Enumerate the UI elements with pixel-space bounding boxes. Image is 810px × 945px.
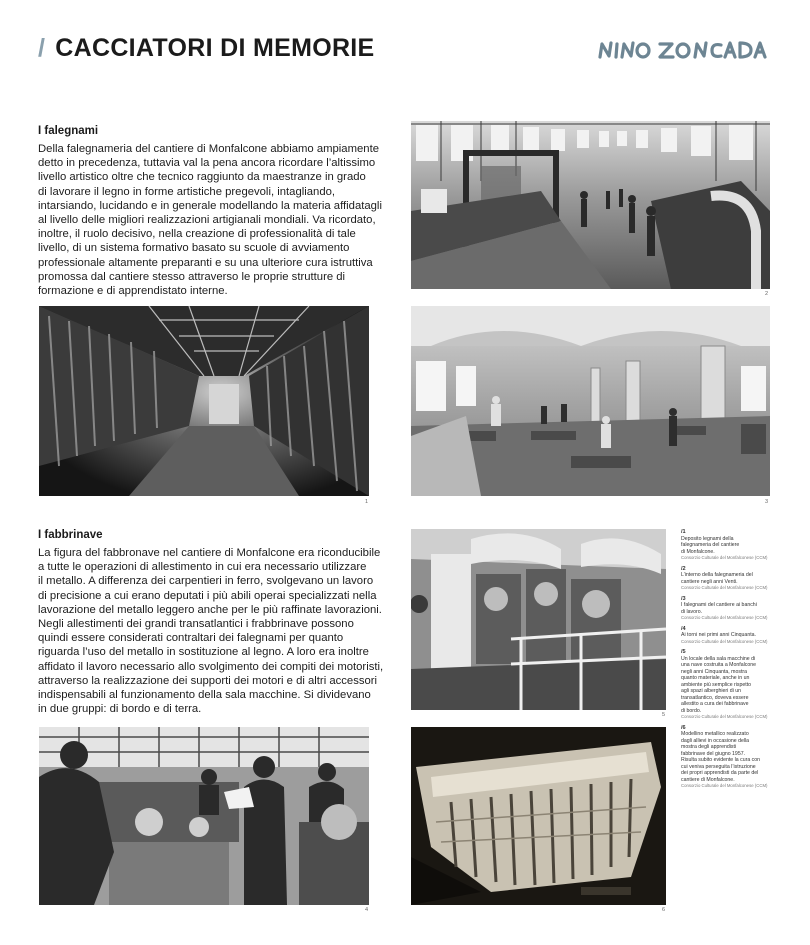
caption-source: Consorzio Culturale del Monfalconese (CCM) <box>681 638 768 644</box>
caption-number: /2 <box>681 565 686 572</box>
section-heading-fabbrinave: I fabbrinave <box>38 529 103 541</box>
title-slash: / <box>38 34 46 62</box>
title-text: CACCIATORI DI MEMORIE <box>55 34 375 62</box>
caption-2 <box>681 566 781 592</box>
caption-number: /3 <box>681 595 686 602</box>
paragraph-line: il metallo. A differenza dei carpentieri in ferro, svolgevano un lavoro <box>38 575 374 588</box>
paragraph-line: a tutte le operazioni di allestimento in cui era necessario utilizzare <box>38 561 367 574</box>
paragraph-line: detto in precedenza, tuttavia val la pena ancora ricordare l’altissimo <box>38 157 376 170</box>
caption-line: ambiente più semplice rispetto <box>681 681 752 688</box>
caption-line: agli spazi alberghieri di un <box>681 688 741 694</box>
paragraph-line: promossa dal cantiere stesso attraverso le proprie strutture di <box>38 270 346 283</box>
paragraph-line: formazione e di apprendistato interne. <box>38 285 228 298</box>
caption-source: Consorzio Culturale del Monfalconese (CCM) <box>681 585 768 590</box>
caption-6 <box>681 725 781 790</box>
photo-number: 6 <box>662 907 666 913</box>
paragraph-line: affidato il lavoro necessario allo svolgimento dei compiti dei motoristi, <box>38 660 384 673</box>
photo-ship-model <box>411 727 666 905</box>
paragraph-line: di precisione a cui erano deputati i più abili operai specializzati nella <box>38 589 377 602</box>
caption-line: quanto materiale, anche in un <box>681 675 750 681</box>
caption-number: /1 <box>681 529 686 535</box>
caption-4 <box>681 626 781 646</box>
section-paragraph-falegnami <box>38 142 382 298</box>
caption-line: Risulta subito evidente la cura con <box>681 757 761 763</box>
paragraph-line: intarsiando, lucidando e in generale modellando la materia affidatagli <box>38 199 382 212</box>
caption-3 <box>681 596 781 622</box>
caption-line: di bordo. <box>681 707 702 714</box>
caption-line: allestito a cura dei fabbrinave <box>681 701 749 707</box>
photo-number: 4 <box>365 907 369 913</box>
caption-line: Modellino metallico realizzato <box>681 731 749 737</box>
caption-line: dei propri apprendisti da parte del <box>681 770 759 776</box>
paragraph-line: indispensabili al funzionamento della sala macchine. Si dividevano <box>38 689 371 702</box>
caption-line: dagli allievi in occasione della <box>681 737 750 744</box>
paragraph-line: al livello delle migliori realizzazioni artigianali mondiali. Va ricordato, <box>38 214 376 227</box>
caption-line: di Monfalcone. <box>681 548 715 555</box>
section-heading-falegnami: I falegnami <box>38 125 99 137</box>
section-paragraph-fabbrinave <box>38 546 383 716</box>
photo-number: 1 <box>365 499 369 505</box>
captions-column <box>681 529 781 794</box>
paragraph-line: lavorazione del metallo leggero anche per le più raffinate lavorazioni. <box>38 603 382 616</box>
caption-line: cantiere di Monfalcone. <box>681 776 735 783</box>
photo-number: 2 <box>765 291 769 297</box>
photo-lathe-workers <box>39 727 369 905</box>
paragraph-line: attraverso la realizzazione dei supporti dei motori e di altri accessori <box>38 674 378 687</box>
paragraph-line: di lavorare il legno in forme artistiche pregevoli, intagliando, <box>38 185 336 198</box>
caption-number: /5 <box>681 649 686 655</box>
paragraph-line: quindi essere considerati contraltari dei falegnami per quanto <box>38 632 344 645</box>
caption-line: falegnameria del cantiere <box>681 542 740 548</box>
paragraph-line: in due gruppi: di bordo e di terra. <box>38 703 202 716</box>
paragraph-line: Della falegnameria del cantiere di Monfalcone abbiamo ampiamente <box>38 143 379 155</box>
paragraph-line: inoltre, il ruolo decisivo, nella creazione di professionalità di tale <box>38 228 356 241</box>
caption-line: negli anni Cinquanta, mostra <box>681 668 748 675</box>
signature-logo <box>596 38 774 62</box>
paragraph-line: livello artistico oltre che tecnico raggiunto da maestranze in grado <box>38 171 366 184</box>
caption-line: mostra degli apprendisti <box>681 744 737 750</box>
caption-source: Consorzio Culturale del Monfalconese (CCM) <box>681 615 768 620</box>
caption-source: Consorzio Culturale del Monfalconese (CCM) <box>681 555 768 560</box>
caption-line: cui veniva perseguita l’istruzione <box>681 763 756 770</box>
caption-line: una nave costruita a Monfalcone <box>681 662 756 668</box>
paragraph-line: La figura del fabbronave nel cantiere di Monfalcone era riconducibile <box>38 547 381 559</box>
page-title <box>38 34 375 63</box>
caption-line: Ai torni nei primi anni Cinquanta. <box>681 632 756 638</box>
caption-source: Consorzio Culturale del Monfalconese (CCM) <box>681 783 768 788</box>
caption-line: di lavoro. <box>681 608 703 615</box>
paragraph-line: riguarda l’uso del metallo in sostituzione al legno. A loro era inoltre <box>38 646 369 659</box>
caption-line: L’interno della falegnameria del <box>681 572 753 578</box>
caption-line: cantiere negli anni Venti. <box>681 578 738 585</box>
caption-5 <box>681 649 781 721</box>
paragraph-line: livello, di un sistema formativo basato su scuole di avviamento <box>38 242 350 255</box>
photo-number: 5 <box>662 712 666 718</box>
paragraph-line: Negli allestimenti dei grandi transatlantici i frabbrinave possono <box>38 618 354 631</box>
photo-carpentry-interior <box>411 121 770 289</box>
photo-workbenches-hall <box>411 306 770 496</box>
caption-line: fabbrinave del giugno 1957. <box>681 750 746 757</box>
paragraph-line: professionale altamente preparanti e su una ulteriore cura istruttiva <box>38 256 373 269</box>
photo-number: 3 <box>765 499 769 505</box>
caption-number: /6 <box>681 724 686 731</box>
caption-number: /4 <box>681 625 686 632</box>
photo-engine-room <box>411 529 666 710</box>
caption-1 <box>681 529 781 562</box>
caption-line: Deposito legnami della <box>681 535 734 542</box>
caption-source: Consorzio Culturale del Monfalconese (CCM) <box>681 714 768 719</box>
caption-line: I falegnami del cantiere ai banchi <box>681 602 757 608</box>
caption-line: transatlantico, doveva essere <box>681 694 749 701</box>
caption-line: Un locale della sala macchine di <box>681 655 756 662</box>
photo-timber-warehouse <box>39 306 369 496</box>
